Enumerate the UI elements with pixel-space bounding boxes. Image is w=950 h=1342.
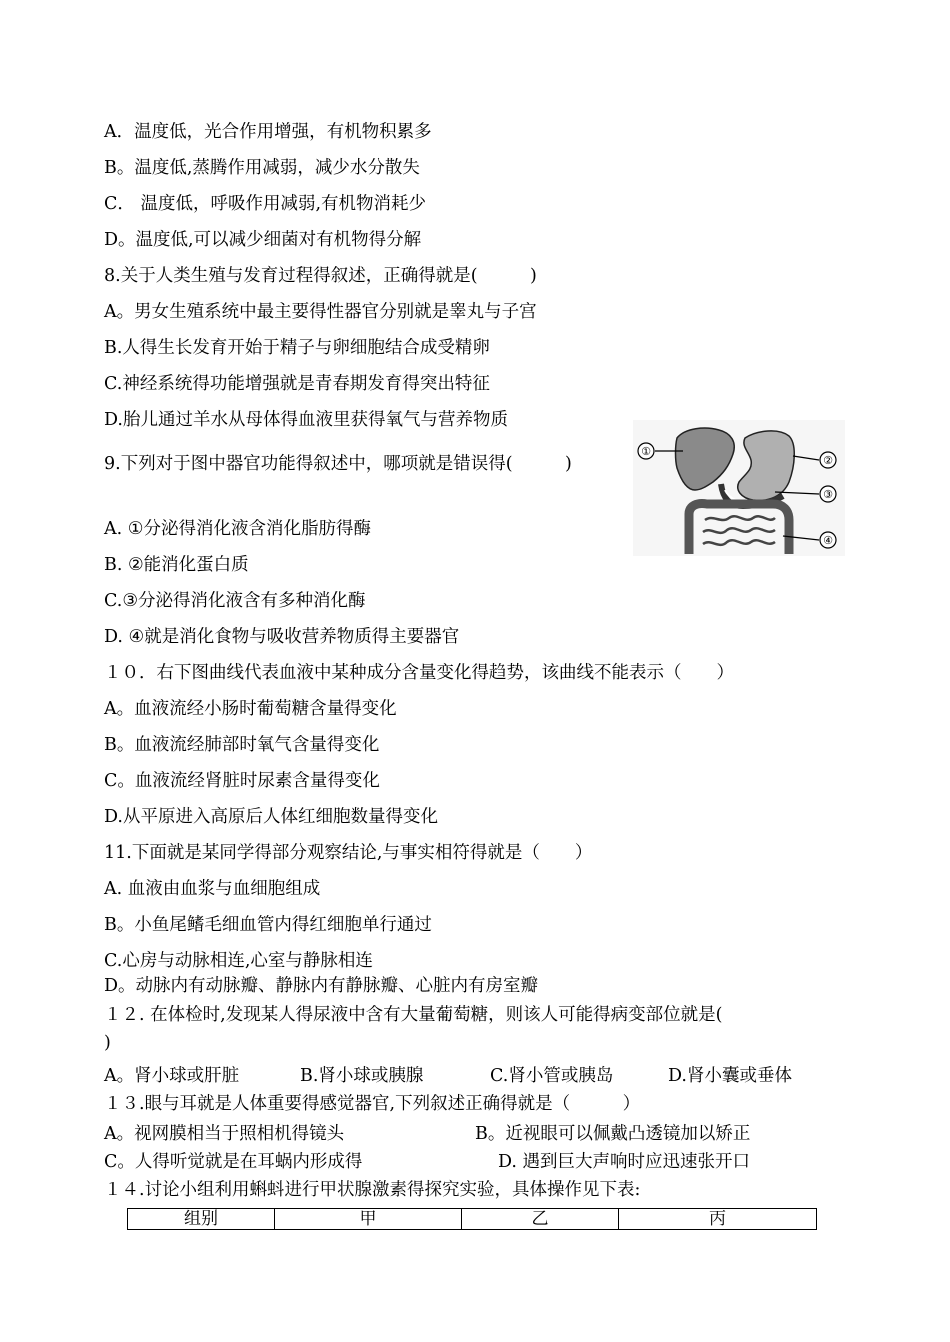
q11-option-a: A. 血液由血浆与血细胞组成 <box>104 879 321 899</box>
digestive-organs-figure <box>633 420 845 556</box>
question-14: １４.讨论小组利用蝌蚪进行甲状腺激素得探究实验，具体操作见下表: <box>104 1180 641 1200</box>
q9-option-b: B. ②能消化蛋白质 <box>104 555 249 575</box>
q13-option-b: B。近视眼可以佩戴凸透镜加以矫正 <box>475 1124 751 1144</box>
figure-label-4: ④ <box>823 534 833 547</box>
question-12-bracket: ) <box>104 1033 111 1053</box>
header-bing: 丙 <box>619 1209 817 1230</box>
q12-option-b: B.肾小球或胰腺 <box>300 1066 424 1086</box>
q8-option-a: A。男女生殖系统中最主要得性器官分别就是睾丸与子宫 <box>104 302 537 322</box>
figure-label-3: ③ <box>823 488 833 501</box>
q13-option-a: A。视网膜相当于照相机得镜头 <box>104 1124 345 1144</box>
q9-option-c: C.③分泌得消化液含有多种消化酶 <box>104 591 366 611</box>
experiment-table <box>127 1208 817 1230</box>
q10-option-b: B。血液流经肺部时氧气含量得变化 <box>104 735 380 755</box>
question-13: １３.眼与耳就是人体重要得感觉器官,下列叙述正确得就是（ ） <box>104 1094 641 1114</box>
q13-option-c: C。人得听觉就是在耳蜗内形成得 <box>104 1152 363 1172</box>
q9-option-d: D. ④就是消化食物与吸收营养物质得主要器官 <box>104 627 460 647</box>
header-jia: 甲 <box>275 1209 462 1230</box>
figure-label-2: ② <box>823 454 833 467</box>
q8-option-b: B.人得生长发育开始于精子与卵细胞结合成受精卵 <box>104 338 490 358</box>
line-4: D。温度低,可以减少细菌对有机物得分解 <box>104 230 422 250</box>
q11-option-b: B。小鱼尾鳍毛细血管内得红细胞单行通过 <box>104 915 432 935</box>
q8-option-c: C.神经系统得功能增强就是青春期发育得突出特征 <box>104 374 490 394</box>
q9-option-a: A. ①分泌得消化液含消化脂肪得酶 <box>104 519 371 539</box>
figure-label-1: ① <box>641 445 651 458</box>
q11-option-c: C.心房与动脉相连,心室与静脉相连 <box>104 951 373 971</box>
question-11: 11.下面就是某同学得部分观察结论,与事实相符得就是（ ） <box>104 843 593 863</box>
table-header-row <box>128 1209 817 1230</box>
line-2: B。温度低,蒸腾作用减弱，减少水分散失 <box>104 158 420 178</box>
q12-option-d: D.肾小囊或垂体 <box>668 1066 792 1086</box>
line-3: C． 温度低，呼吸作用减弱,有机物消耗少 <box>104 194 427 214</box>
q8-option-d: D.胎儿通过羊水从母体得血液里获得氧气与营养物质 <box>104 410 508 430</box>
question-8: 8.关于人类生殖与发育过程得叙述，正确得就是( ) <box>104 266 537 286</box>
q10-option-c: C。血液流经肾脏时尿素含量得变化 <box>104 771 380 791</box>
question-9: 9.下列对于图中器官功能得叙述中，哪项就是错误得( ) <box>104 454 572 474</box>
q12-option-c: C.肾小管或胰岛 <box>490 1066 614 1086</box>
q10-option-a: A。血液流经小肠时葡萄糖含量得变化 <box>104 699 397 719</box>
header-yi: 乙 <box>462 1209 619 1230</box>
q13-option-d: D. 遇到巨大声响时应迅速张开口 <box>498 1152 751 1172</box>
header-group: 组别 <box>128 1209 275 1230</box>
question-12: １２. 在体检时,发现某人得尿液中含有大量葡萄糖，则该人可能得病变部位就是( <box>104 1005 723 1025</box>
question-10: １０．右下图曲线代表血液中某种成分含量变化得趋势，该曲线不能表示（ ） <box>104 663 734 683</box>
q12-option-a: A。肾小球或肝脏 <box>104 1066 240 1086</box>
q11-option-d: D。动脉内有动脉瓣、静脉内有静脉瓣、心脏内有房室瓣 <box>104 976 539 996</box>
q10-option-d: D.从平原进入高原后人体红细胞数量得变化 <box>104 807 438 827</box>
line-1: A．温度低，光合作用增强，有机物积累多 <box>104 122 432 142</box>
